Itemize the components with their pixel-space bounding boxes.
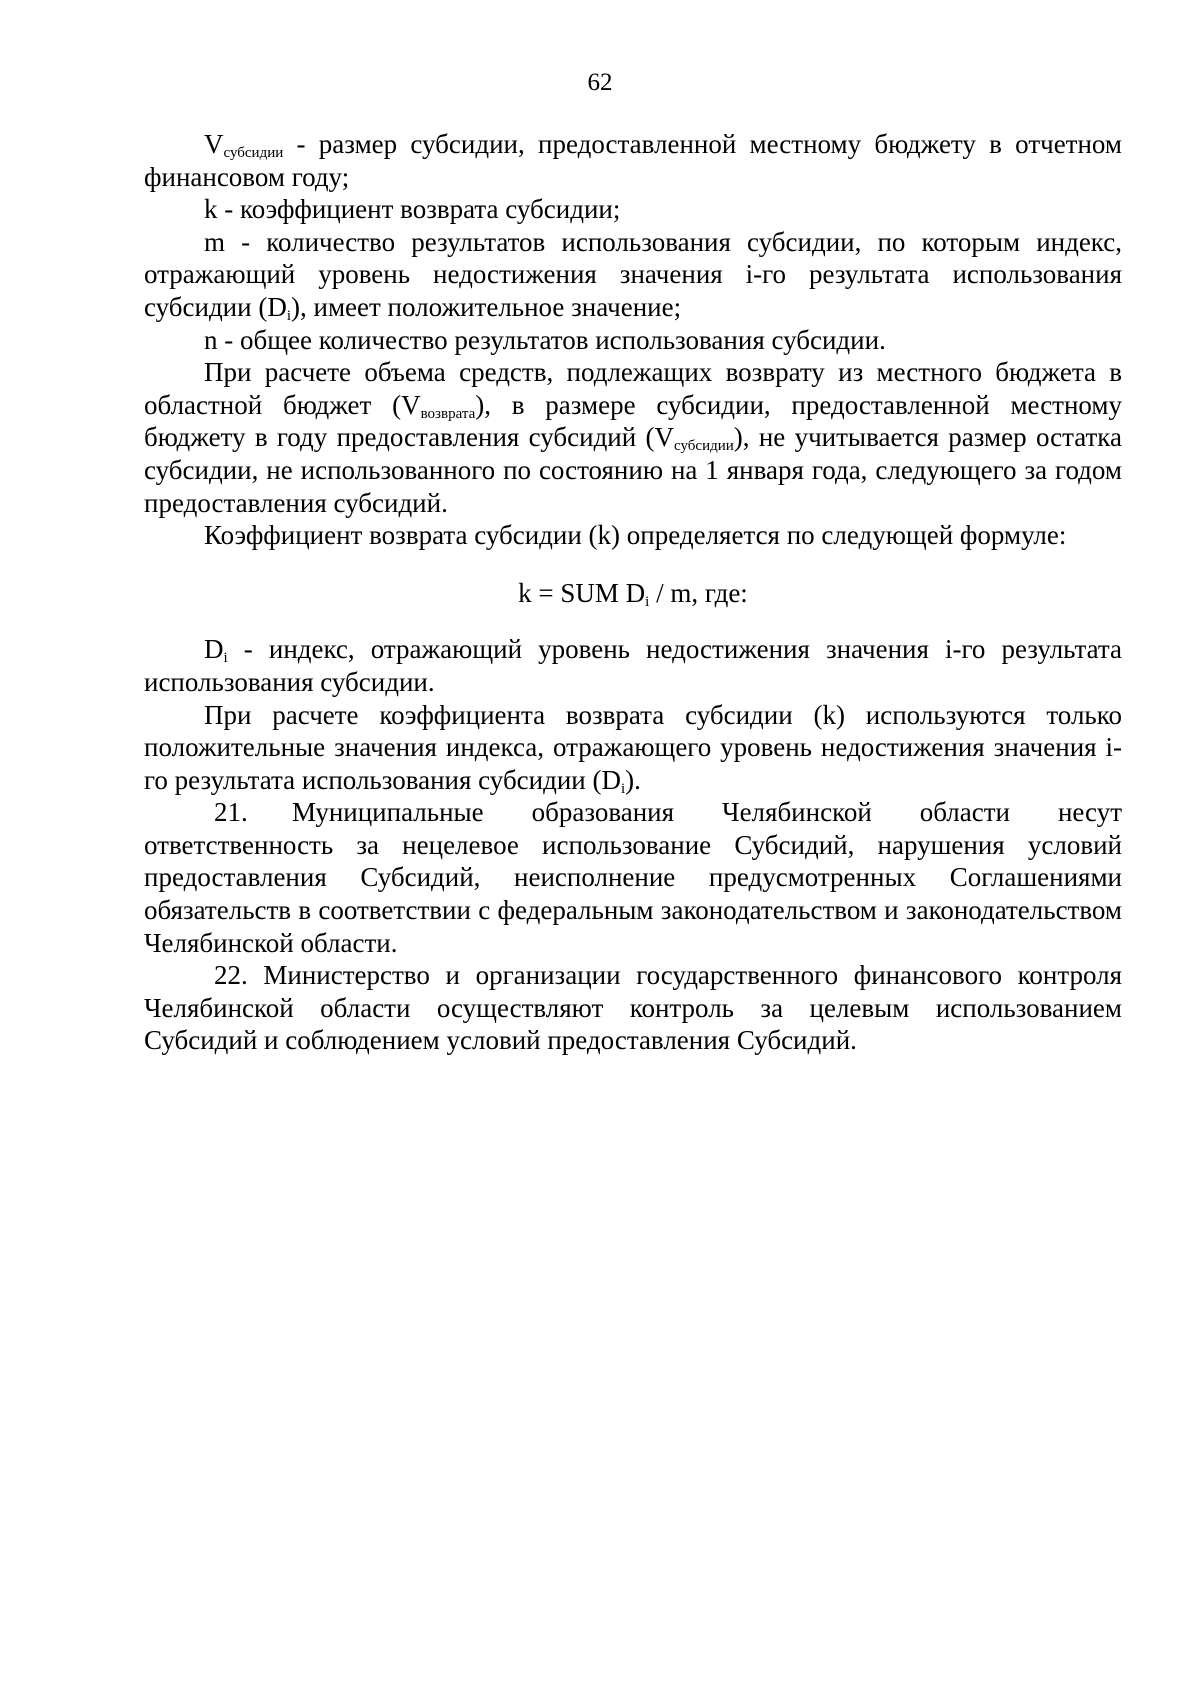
paragraph-m-definition <box>144 226 1122 324</box>
definition-text: ), имеет положительное значение; <box>291 291 682 322</box>
paragraph-text: При расчете объема средств, подлежащих возврату из местного бюджета в областной бюджет (V <box>144 357 1122 420</box>
formula <box>144 577 1122 610</box>
definition-text: - индекс, отражающий уровень недостижения значения i-го результата использования субсидии. <box>144 634 1122 697</box>
paragraph-return-calculation <box>144 356 1122 519</box>
subscript-return: возврата <box>420 405 476 422</box>
definition-text: - размер субсидии, предоставленной местному бюджету в отчетном финансовом году; <box>144 129 1122 192</box>
paragraph-coefficient-intro: Коэффициент возврата субсидии (k) определяется по следующей формуле: <box>204 520 1067 551</box>
paragraph-text: ), в размере субсидии, предоставленной местному бюджету в году предоставления субсидий (V <box>144 389 1122 453</box>
subscript-i: i <box>645 593 650 610</box>
subscript-subsidy: субсидии <box>223 145 284 161</box>
definition-text: m - количество результатов использования субсидии, по которым индекс, отражающий уровень недостижения значения i-го результата использования субсидии (D <box>144 226 1122 322</box>
paragraph-text: ), не учитывается размер остатка субсидии, не использованного по состоянию на 1 января года, следующего за годом предоставления субсидий. <box>144 422 1123 518</box>
paragraph-v-subsidy-definition <box>144 128 1122 193</box>
subscript-i: i <box>223 650 228 667</box>
paragraph-n-definition: n - общее количество результатов использования субсидии. <box>204 324 886 355</box>
variable-v: V <box>204 129 224 159</box>
paragraph-di-definition <box>144 633 1122 698</box>
paragraph-text: При расчете коэффициента возврата субсидии (k) используются только положительные значения индекса, отражающего уровень недостижения значения i-го результата использования субсидии (D <box>144 699 1122 795</box>
paragraph-text: ). <box>625 764 641 795</box>
paragraph-positive-values <box>144 699 1122 797</box>
subscript-subsidy: субсидии <box>674 438 734 455</box>
paragraph-k-definition: k - коэффициент возврата субсидии; <box>204 194 621 225</box>
subscript-i: i <box>621 780 626 797</box>
subscript-i: i <box>286 307 291 324</box>
paragraph-item-22: 22. Министерство и организации государственного финансового контроля Челябинской области осуществляют контроль за целевым использованием Субсидий и соблюдением условий предоставления Субсидий. <box>144 960 1122 1056</box>
formula-text: k = SUM D <box>518 577 646 608</box>
paragraph-text: Муниципальные образования Челябинской области несут ответственность за нецелевое использование Субсидий, нарушения условий предоставления Субсидий, неисполнение предусмотренных Соглашениями обязательств в соответствии с федеральным законодательством и законодательством Челябинской области. <box>144 797 1122 958</box>
document-body <box>144 128 1122 1057</box>
item-number: 21. <box>214 797 248 828</box>
paragraph-item-21 <box>144 796 1122 959</box>
formula-text: / m, где: <box>649 577 748 608</box>
page-number: 62 <box>587 69 613 96</box>
variable-d: D <box>204 634 224 665</box>
